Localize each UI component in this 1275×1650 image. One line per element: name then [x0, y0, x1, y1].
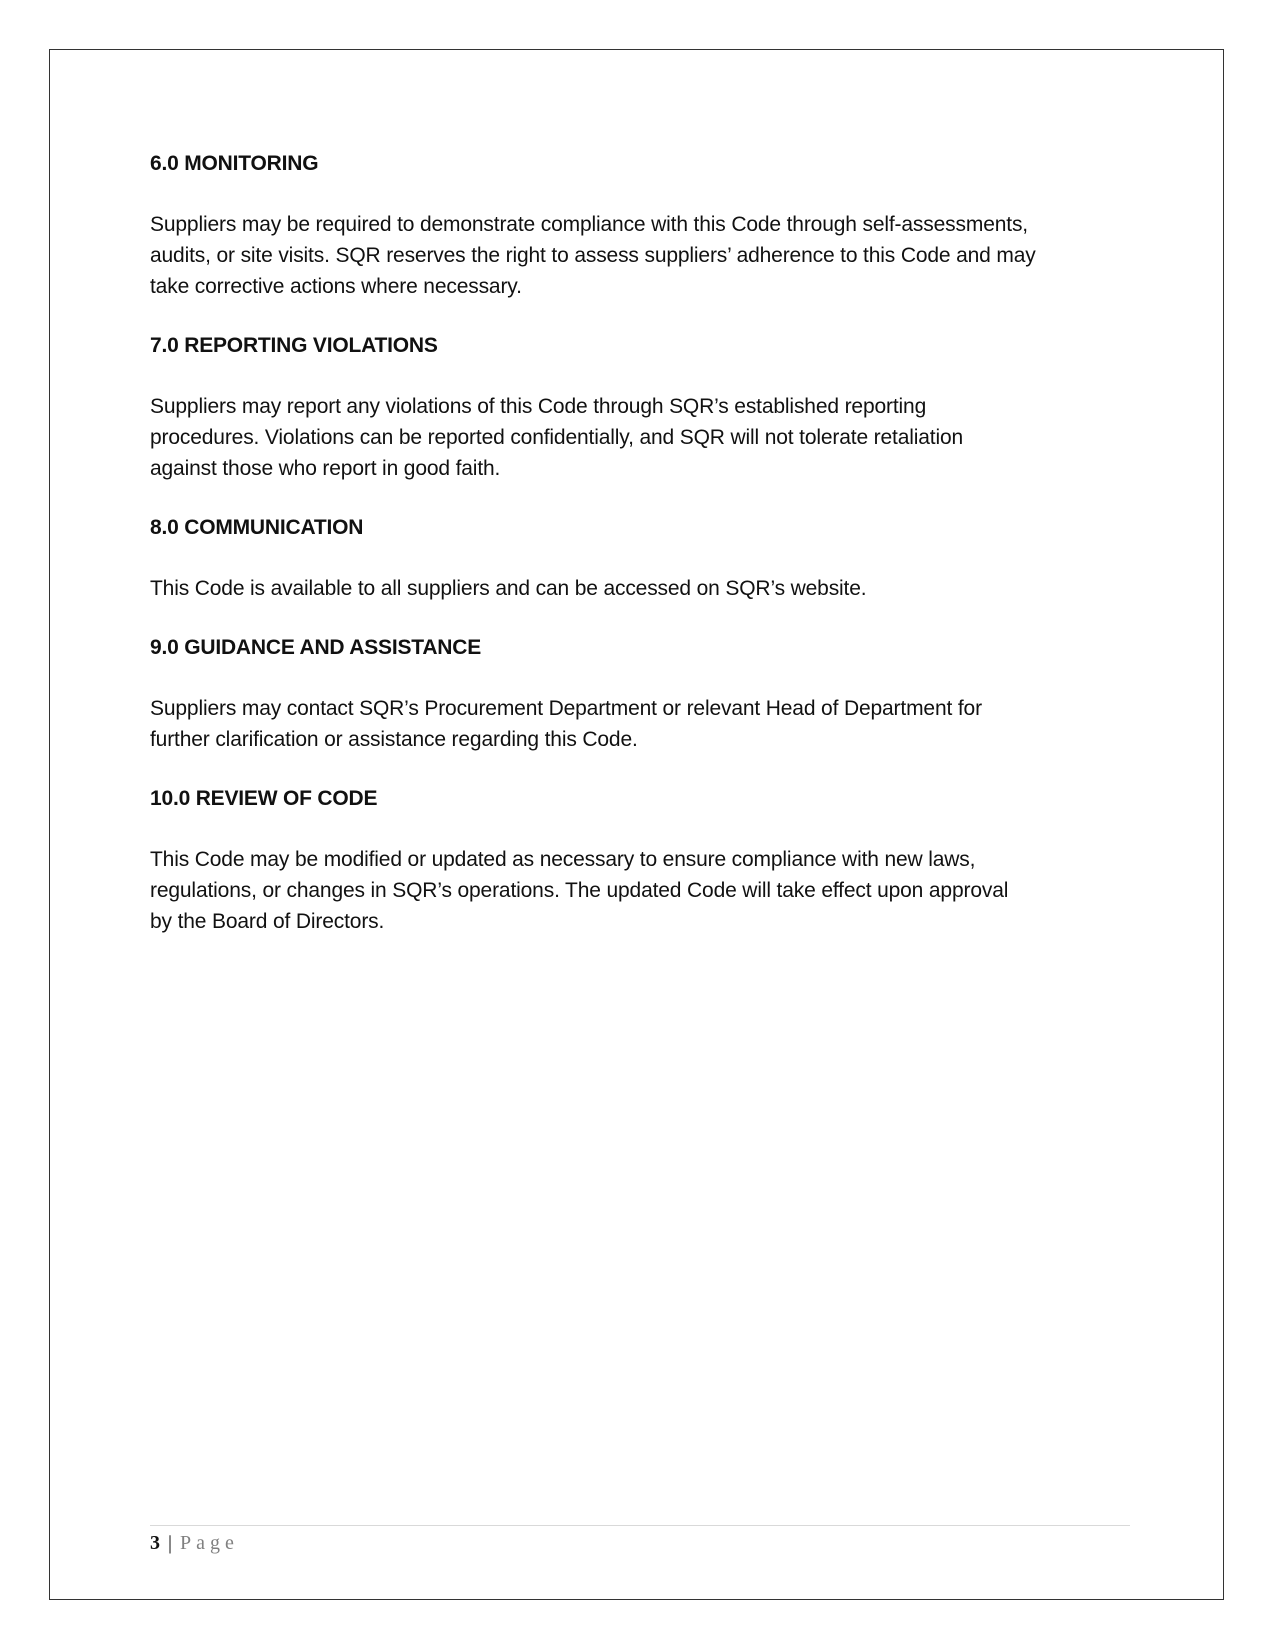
- section-monitoring: [150, 150, 1135, 302]
- section-reporting-violations: [150, 332, 1135, 484]
- section-paragraph: [150, 391, 1135, 484]
- section-heading: 9.0 GUIDANCE AND ASSISTANCE: [150, 636, 482, 659]
- section-paragraph: [150, 573, 1135, 604]
- paragraph-line: take corrective actions where necessary.: [150, 275, 522, 298]
- document-body: [150, 150, 1135, 967]
- section-heading: 7.0 REPORTING VIOLATIONS: [150, 334, 438, 357]
- paragraph-line: audits, or site visits. SQR reserves the right to assess suppliers’ adherence to this Code and may: [150, 244, 1036, 267]
- page-label: Page: [180, 1532, 239, 1554]
- paragraph-line: procedures. Violations can be reported confidentially, and SQR will not tolerate retaliation: [150, 426, 964, 449]
- footer-divider: [150, 1525, 1130, 1526]
- section-paragraph: [150, 209, 1135, 302]
- paragraph-line: Suppliers may contact SQR’s Procurement Department or relevant Head of Department for: [150, 697, 982, 720]
- paragraph-line: This Code is available to all suppliers and can be accessed on SQR’s website.: [150, 577, 867, 600]
- page-number: 3: [150, 1532, 160, 1554]
- section-guidance-and-assistance: [150, 634, 1135, 755]
- section-paragraph: [150, 844, 1135, 937]
- paragraph-line: Suppliers may report any violations of this Code through SQR’s established reporting: [150, 395, 927, 418]
- section-heading: 6.0 MONITORING: [150, 152, 319, 175]
- page-footer: [150, 1530, 239, 1556]
- paragraph-line: This Code may be modified or updated as necessary to ensure compliance with new laws,: [150, 848, 976, 871]
- section-heading: 8.0 COMMUNICATION: [150, 516, 364, 539]
- section-review-of-code: [150, 785, 1135, 937]
- paragraph-line: further clarification or assistance regarding this Code.: [150, 728, 638, 751]
- footer-separator: |: [168, 1532, 173, 1554]
- section-communication: [150, 514, 1135, 604]
- paragraph-line: against those who report in good faith.: [150, 457, 501, 480]
- paragraph-line: regulations, or changes in SQR’s operations. The updated Code will take effect upon approval: [150, 879, 1009, 902]
- paragraph-line: Suppliers may be required to demonstrate compliance with this Code through self-assessments,: [150, 213, 1028, 236]
- section-heading: 10.0 REVIEW OF CODE: [150, 787, 378, 810]
- paragraph-line: by the Board of Directors.: [150, 910, 385, 933]
- section-paragraph: [150, 693, 1135, 755]
